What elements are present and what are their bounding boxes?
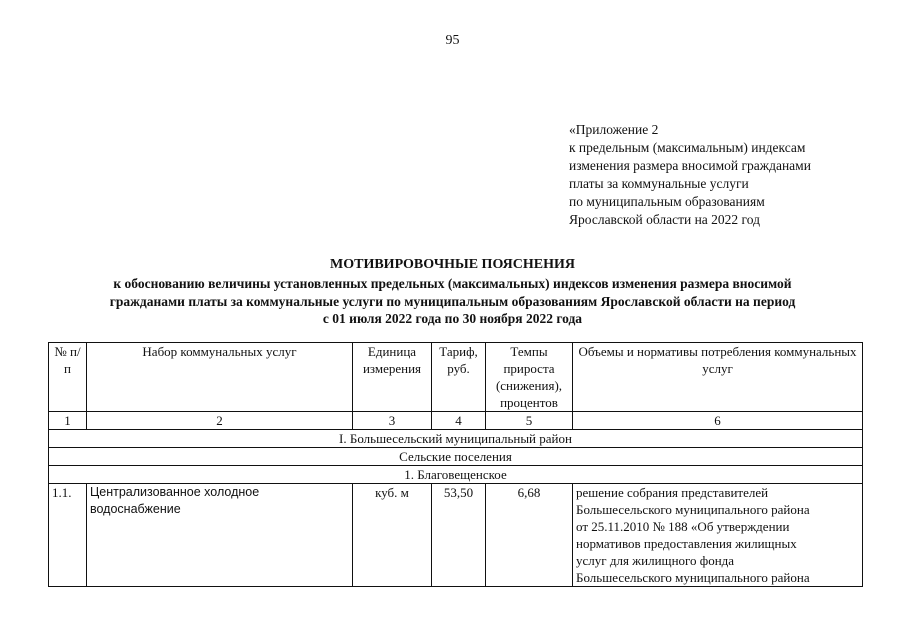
settlement-row <box>49 466 863 484</box>
header-num: № п/п <box>49 343 87 412</box>
row-num: 1.1. <box>49 484 87 587</box>
header-volumes: Объемы и нормативы потребления коммунальных услуг <box>573 343 863 412</box>
services-table <box>48 342 863 587</box>
settlement-type-row <box>49 448 863 466</box>
column-number: 5 <box>486 412 573 430</box>
header-tariff: Тариф, руб. <box>432 343 486 412</box>
settlement-type: Сельские поселения <box>49 448 863 466</box>
table-header-row <box>49 343 863 412</box>
subtitle-line: к обоснованию величины установленных предельных (максимальных) индексов изменения размера вносимой <box>113 276 792 291</box>
document-title: МОТИВИРОВОЧНЫЕ ПОЯСНЕНИЯ <box>330 257 575 272</box>
volume-line: Большесельского муниципального района <box>576 570 810 585</box>
page-number: 95 <box>445 33 460 48</box>
row-growth: 6,68 <box>486 484 573 587</box>
volume-line: нормативов предоставления жилищных <box>576 536 797 551</box>
header-unit: Единица измерения <box>353 343 432 412</box>
subtitle-line: с 01 июля 2022 года по 30 ноября 2022 года <box>322 311 583 326</box>
appendix-line: «Приложение 2 <box>569 122 659 137</box>
row-service: Централизованное холодное водоснабжение <box>87 484 353 587</box>
district-row <box>49 430 863 448</box>
column-number: 2 <box>87 412 353 430</box>
row-volumes <box>573 484 863 587</box>
appendix-line: к предельным (максимальным) индексам <box>569 140 806 155</box>
settlement-name: 1. Благовещенское <box>49 466 863 484</box>
row-unit: куб. м <box>353 484 432 587</box>
district-name: I. Большесельский муниципальный район <box>49 430 863 448</box>
header-services: Набор коммунальных услуг <box>87 343 353 412</box>
column-number: 1 <box>49 412 87 430</box>
column-number: 6 <box>573 412 863 430</box>
column-number: 3 <box>353 412 432 430</box>
document-subtitle <box>40 275 865 328</box>
table-row <box>49 484 863 587</box>
appendix-line: по муниципальным образованиям <box>569 194 765 209</box>
volume-line: решение собрания представителей <box>576 485 769 500</box>
appendix-line: изменения размера вносимой гражданами <box>569 158 811 173</box>
column-number: 4 <box>432 412 486 430</box>
volume-line: от 25.11.2010 № 188 «Об утверждении <box>576 519 790 534</box>
appendix-note <box>569 121 811 229</box>
appendix-line: платы за коммунальные услуги <box>569 176 749 191</box>
subtitle-line: гражданами платы за коммунальные услуги по муниципальным образованиям Ярославской области на период <box>109 293 796 309</box>
volume-line: Большесельского муниципального района <box>576 502 810 517</box>
column-numbers-row <box>49 412 863 430</box>
header-growth: Темпы прироста (снижения), процентов <box>486 343 573 412</box>
row-tariff: 53,50 <box>432 484 486 587</box>
appendix-line: Ярославской области на 2022 год <box>569 212 760 227</box>
volume-line: услуг для жилищного фонда <box>576 553 735 568</box>
